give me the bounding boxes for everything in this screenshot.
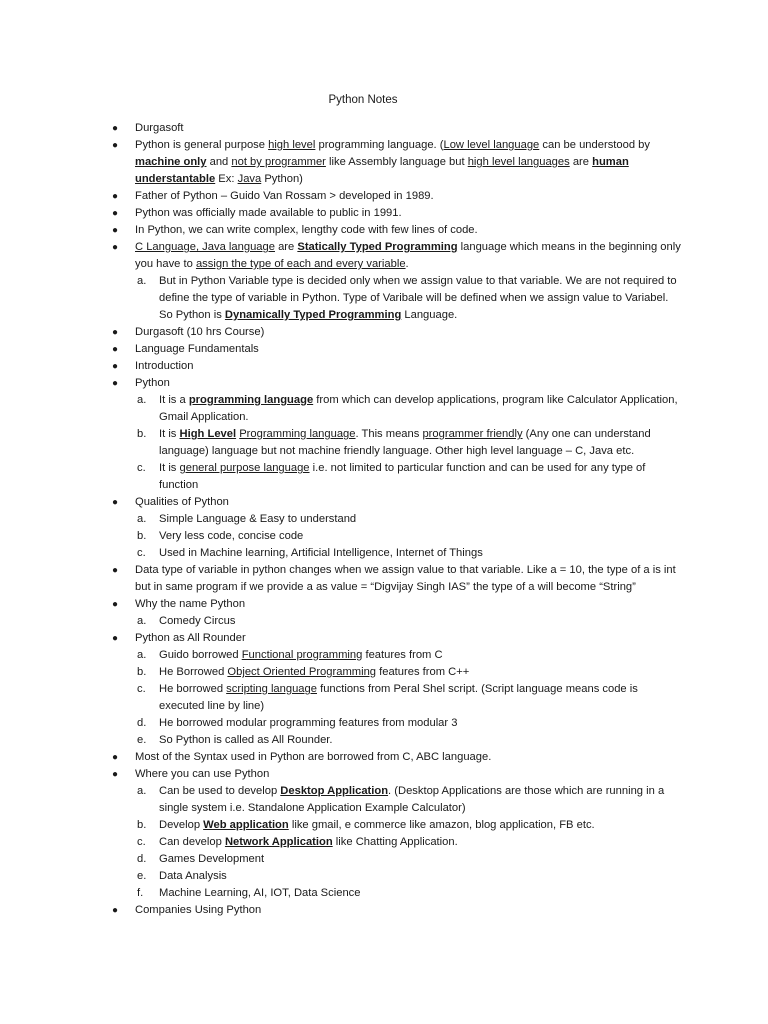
item-text: [159, 273, 683, 324]
sub-item-marker: a.: [137, 785, 147, 797]
text-run: Machine Learning, AI, IOT, Data Science: [159, 887, 361, 899]
item-text: [135, 239, 683, 273]
text-run: It is: [159, 428, 180, 440]
text-run: Durgasoft (10 hrs Course): [135, 326, 265, 338]
sub-item-marker: c.: [137, 547, 146, 559]
bullet-icon: ●: [112, 565, 119, 576]
emphasized-text: machine only: [135, 156, 207, 168]
item-text: [135, 324, 683, 341]
bullet-icon: ●: [112, 905, 119, 916]
text-run: Games Development: [159, 853, 265, 865]
item-text: [159, 664, 683, 681]
text-run: Python as All Rounder: [135, 632, 246, 644]
emphasized-text: Functional programming: [241, 649, 363, 661]
text-run: He Borrowed: [159, 666, 228, 678]
emphasized-text: general purpose language: [179, 462, 310, 474]
item-text: [135, 120, 683, 137]
bullet-icon: ●: [112, 208, 119, 219]
item-text: [159, 426, 683, 460]
bullet-icon: ●: [112, 633, 119, 644]
bullet-item: [0, 188, 768, 205]
bullet-item: [0, 375, 768, 392]
sub-item: [0, 681, 768, 715]
emphasized-text: Web application: [203, 819, 289, 831]
text-run: Can develop: [159, 836, 225, 848]
text-run: are: [274, 241, 298, 253]
emphasized-text: programming language: [188, 394, 314, 406]
sub-item: [0, 392, 768, 426]
emphasized-text: Java: [237, 173, 262, 185]
text-run: Simple Language & Easy to understand: [159, 513, 357, 525]
text-run: Where you can use Python: [135, 768, 270, 780]
bullet-item: [0, 562, 768, 596]
item-text: [135, 749, 683, 766]
text-run: i.e. not limited to particular function and can be used for any type of function: [159, 462, 646, 491]
emphasized-text: Object Oriented Programming: [227, 666, 377, 678]
text-run: programming language. (: [315, 139, 444, 151]
item-text: [159, 885, 683, 902]
sub-item-marker: e.: [137, 734, 147, 746]
text-run: . This means: [355, 428, 423, 440]
text-run: like Assembly language but: [325, 156, 468, 168]
sub-item: [0, 647, 768, 664]
item-text: [159, 817, 683, 834]
text-run: Used in Machine learning, Artificial Intelligence, Internet of Things: [159, 547, 483, 559]
text-run: So Python is called as All Rounder.: [159, 734, 333, 746]
item-text: [135, 358, 683, 375]
bullet-item: [0, 120, 768, 137]
sub-item: [0, 460, 768, 494]
emphasized-text: human understantable: [135, 156, 629, 185]
bullet-icon: ●: [112, 123, 119, 134]
item-text: [135, 766, 683, 783]
bullet-icon: ●: [112, 191, 119, 202]
item-text: [135, 902, 683, 919]
bullet-icon: ●: [112, 225, 119, 236]
item-text: [159, 681, 683, 715]
text-run: can be understood by: [539, 139, 650, 151]
sub-item: [0, 511, 768, 528]
text-run: In Python, we can write complex, lengthy code with few lines of code.: [135, 224, 478, 236]
emphasized-text: Desktop Application: [280, 785, 389, 797]
sub-item: [0, 817, 768, 834]
sub-item: [0, 732, 768, 749]
emphasized-text: scripting language: [226, 683, 317, 695]
sub-item: [0, 868, 768, 885]
emphasized-text: not by programmer: [231, 156, 326, 168]
notes-list: [0, 120, 768, 919]
bullet-icon: ●: [112, 242, 119, 253]
bullet-item: [0, 902, 768, 919]
text-run: Language Fundamentals: [135, 343, 259, 355]
sub-item-marker: f.: [137, 887, 144, 899]
sub-item: [0, 834, 768, 851]
text-run: It is a: [159, 394, 189, 406]
emphasized-text: Programming language: [239, 428, 356, 440]
item-text: [159, 545, 683, 562]
text-run: features from C++: [376, 666, 470, 678]
sub-item-marker: a.: [137, 275, 147, 287]
item-text: [159, 851, 683, 868]
item-text: [135, 596, 683, 613]
item-text: [135, 494, 683, 511]
text-run: Data type of variable in python changes when we assign value to that variable. Like a = 10, the type of a is int but in same program if we provide a as value = “Digvijay Singh IAS” the type of a will become “String”: [135, 564, 676, 593]
item-text: [159, 392, 683, 426]
bullet-icon: ●: [112, 378, 119, 389]
text-run: Python): [261, 173, 303, 185]
emphasized-text: C Language, Java language: [135, 241, 275, 253]
bullet-item: [0, 222, 768, 239]
sub-item: [0, 885, 768, 902]
text-run: Guido borrowed: [159, 649, 242, 661]
item-text: [159, 868, 683, 885]
item-text: [135, 375, 683, 392]
item-text: [135, 188, 683, 205]
emphasized-text: high level: [268, 139, 316, 151]
sub-item-marker: b.: [137, 428, 147, 440]
bullet-item: [0, 358, 768, 375]
text-run: Develop: [159, 819, 204, 831]
bullet-item: [0, 749, 768, 766]
text-run: Python: [135, 377, 170, 389]
bullet-item: [0, 341, 768, 358]
bullet-icon: ●: [112, 344, 119, 355]
sub-item-marker: e.: [137, 870, 147, 882]
text-run: Qualities of Python: [135, 496, 229, 508]
text-run: He borrowed: [159, 683, 227, 695]
item-text: [135, 137, 683, 188]
bullet-item: [0, 239, 768, 273]
text-run: functions from Peral Shel script. (Script language means code is executed line by line): [159, 683, 638, 712]
text-run: Python was officially made available to public in 1991.: [135, 207, 402, 219]
bullet-item: [0, 494, 768, 511]
sub-item: [0, 273, 768, 324]
text-run: and: [206, 156, 232, 168]
sub-item: [0, 426, 768, 460]
sub-item-marker: c.: [137, 462, 146, 474]
item-text: [135, 222, 683, 239]
text-run: (Any one can understand language) language but not machine friendly language. Other high level language – C, Java etc.: [159, 428, 651, 457]
sub-item: [0, 715, 768, 732]
sub-item: [0, 664, 768, 681]
emphasized-text: Low level language: [443, 139, 540, 151]
text-run: features from C: [362, 649, 443, 661]
sub-item-marker: b.: [137, 819, 147, 831]
sub-item-marker: d.: [137, 717, 147, 729]
emphasized-text: high level languages: [467, 156, 570, 168]
bullet-icon: ●: [112, 769, 119, 780]
item-text: [135, 205, 683, 222]
bullet-icon: ●: [112, 497, 119, 508]
item-text: [159, 783, 683, 817]
text-run: language which means in the beginning only you have to: [135, 241, 681, 270]
text-run: like gmail, e commerce like amazon, blog application, FB etc.: [288, 819, 595, 831]
item-text: [159, 613, 683, 630]
sub-item-marker: b.: [137, 666, 147, 678]
item-text: [135, 562, 683, 596]
item-text: [135, 341, 683, 358]
sub-item-marker: d.: [137, 853, 147, 865]
text-run: Most of the Syntax used in Python are borrowed from C, ABC language.: [135, 751, 492, 763]
text-run: Very less code, concise code: [159, 530, 304, 542]
text-run: Introduction: [135, 360, 194, 372]
emphasized-text: Network Application: [224, 836, 333, 848]
item-text: [159, 511, 683, 528]
bullet-item: [0, 630, 768, 647]
text-run: Can be used to develop: [159, 785, 281, 797]
sub-item-marker: a.: [137, 649, 147, 661]
sub-item-marker: a.: [137, 615, 147, 627]
emphasized-text: Dynamically Typed Programming: [224, 309, 402, 321]
bullet-item: [0, 766, 768, 783]
emphasized-text: Statically Typed Programming: [297, 241, 458, 253]
sub-item-marker: a.: [137, 513, 147, 525]
item-text: [159, 647, 683, 664]
bullet-icon: ●: [112, 327, 119, 338]
text-run: like Chatting Application.: [332, 836, 458, 848]
item-text: [159, 834, 683, 851]
text-run: Python is general purpose: [135, 139, 269, 151]
bullet-item: [0, 205, 768, 222]
item-text: [159, 732, 683, 749]
text-run: Father of Python – Guido Van Rossam > developed in 1989.: [135, 190, 434, 202]
sub-item: [0, 528, 768, 545]
item-text: [159, 460, 683, 494]
text-run: Companies Using Python: [135, 904, 262, 916]
item-text: [159, 528, 683, 545]
emphasized-text: assign the type of each and every variable: [195, 258, 406, 270]
bullet-item: [0, 137, 768, 188]
emphasized-text: programmer friendly: [422, 428, 523, 440]
text-run: Comedy Circus: [159, 615, 236, 627]
text-run: .: [405, 258, 409, 270]
sub-item: [0, 545, 768, 562]
item-text: [135, 630, 683, 647]
bullet-icon: ●: [112, 140, 119, 151]
bullet-icon: ●: [112, 599, 119, 610]
sub-item-marker: c.: [137, 683, 146, 695]
sub-item: [0, 783, 768, 817]
bullet-item: [0, 324, 768, 341]
text-run: Ex:: [215, 173, 238, 185]
bullet-icon: ●: [112, 361, 119, 372]
text-run: But in Python Variable type is decided only when we assign value to that variable. We are not required to define the type of variable in Python. Type of Varibale will be defined when we assign value to Variabel. So Python is: [159, 275, 677, 321]
sub-item-marker: c.: [137, 836, 146, 848]
text-run: Data Analysis: [159, 870, 227, 882]
bullet-item: [0, 596, 768, 613]
text-run: Durgasoft: [135, 122, 184, 134]
text-run: It is: [159, 462, 180, 474]
document-title: Python Notes: [328, 94, 398, 106]
sub-item-marker: b.: [137, 530, 147, 542]
emphasized-text: High Level: [179, 428, 237, 440]
sub-item: [0, 851, 768, 868]
bullet-icon: ●: [112, 752, 119, 763]
text-run: from which can develop applications, program like Calculator Application, Gmail Application.: [159, 394, 678, 423]
text-run: He borrowed modular programming features from modular 3: [159, 717, 458, 729]
text-run: Language.: [401, 309, 458, 321]
sub-item: [0, 613, 768, 630]
text-run: . (Desktop Applications are those which are running in a single system i.e. Standalone Application Example Calculator): [159, 785, 665, 814]
item-text: [159, 715, 683, 732]
text-run: are: [569, 156, 593, 168]
sub-item-marker: a.: [137, 394, 147, 406]
text-run: Why the name Python: [135, 598, 246, 610]
